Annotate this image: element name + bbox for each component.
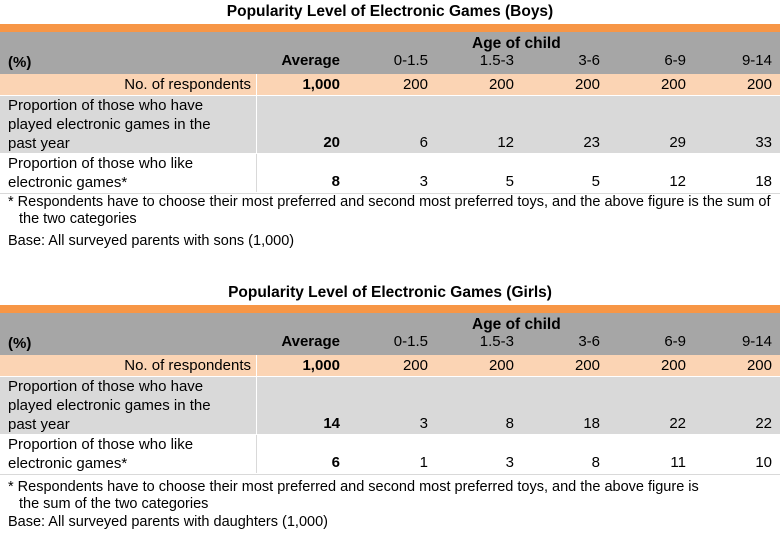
boys-respondents-value: 200 bbox=[660, 76, 686, 93]
boys-like-value: 3 bbox=[419, 173, 428, 190]
boys-played-row bbox=[0, 96, 780, 154]
girls-col-age-1-5-3: 1.5-3 bbox=[479, 333, 514, 350]
girls-col-age-9-14: 9-14 bbox=[741, 333, 772, 350]
girls-respondents-value: 200 bbox=[488, 357, 514, 374]
boys-col-average: Average bbox=[281, 52, 340, 69]
boys-col-age-1-5-3: 1.5-3 bbox=[479, 52, 514, 69]
girls-played-value: 18 bbox=[583, 415, 600, 432]
girls-respondents-value: 200 bbox=[746, 357, 772, 374]
boys-played-value: 23 bbox=[583, 134, 600, 151]
girls-like-value: 11 bbox=[670, 454, 686, 471]
boys-respondents-row bbox=[0, 74, 780, 96]
girls-like-value: 1 bbox=[419, 454, 428, 471]
girls-respondents-row bbox=[0, 355, 780, 377]
girls-base-note: Base: All surveyed parents with daughters (1,000) bbox=[8, 514, 328, 530]
girls-col-average: Average bbox=[281, 333, 340, 350]
boys-played-average: 20 bbox=[323, 134, 340, 151]
boys-played-value: 12 bbox=[497, 134, 514, 151]
boys-like-value: 18 bbox=[755, 173, 772, 190]
boys-orange-divider bbox=[0, 24, 780, 32]
boys-age-group-header: Age of child bbox=[472, 35, 561, 52]
boys-respondents-value: 200 bbox=[746, 76, 772, 93]
girls-like-value: 3 bbox=[505, 454, 514, 471]
girls-respondents-value: 200 bbox=[402, 357, 428, 374]
boys-table-block bbox=[0, 0, 780, 250]
boys-col-age-6-9: 6-9 bbox=[664, 52, 686, 69]
boys-respondents-value: 200 bbox=[574, 76, 600, 93]
girls-played-average: 14 bbox=[323, 415, 340, 432]
girls-age-group-header: Age of child bbox=[472, 316, 561, 333]
girls-header-row bbox=[0, 313, 780, 355]
girls-col-age-6-9: 6-9 bbox=[664, 333, 686, 350]
girls-col-age-0-1-5: 0-1.5 bbox=[393, 333, 428, 350]
girls-like-average: 6 bbox=[331, 454, 340, 471]
boys-percent-label: (%) bbox=[8, 54, 32, 71]
girls-played-value: 22 bbox=[755, 415, 772, 432]
boys-like-row bbox=[0, 154, 780, 193]
girls-respondents-value: 200 bbox=[660, 357, 686, 374]
girls-played-label: Proportion of those who have played electronic games in the past year bbox=[8, 378, 211, 433]
girls-played-value: 3 bbox=[419, 415, 428, 432]
boys-col-age-3-6: 3-6 bbox=[578, 52, 600, 69]
girls-footnote: * Respondents have to choose their most preferred and second most preferred toys, and the above figure is the sum of the two categories bbox=[8, 479, 699, 512]
girls-orange-divider bbox=[0, 305, 780, 313]
girls-like-row bbox=[0, 435, 780, 474]
girls-table-block bbox=[0, 281, 780, 531]
girls-respondents-value: 200 bbox=[574, 357, 600, 374]
boys-respondents-value: 200 bbox=[488, 76, 514, 93]
girls-played-value: 22 bbox=[669, 415, 686, 432]
boys-respondents-value: 200 bbox=[402, 76, 428, 93]
boys-respondents-average: 1,000 bbox=[302, 76, 340, 93]
boys-played-value: 33 bbox=[755, 134, 772, 151]
boys-played-value: 6 bbox=[419, 134, 428, 151]
girls-table-title: Popularity Level of Electronic Games (Girls) bbox=[228, 284, 552, 301]
boys-like-value: 5 bbox=[505, 173, 514, 190]
boys-respondents-label: No. of respondents bbox=[124, 76, 251, 93]
boys-col-age-0-1-5: 0-1.5 bbox=[393, 52, 428, 69]
girls-table-bottom-border bbox=[0, 474, 780, 475]
girls-respondents-label: No. of respondents bbox=[124, 357, 251, 374]
boys-table-title: Popularity Level of Electronic Games (Boys) bbox=[226, 3, 554, 20]
boys-col-age-9-14: 9-14 bbox=[741, 52, 772, 69]
boys-played-label: Proportion of those who have played electronic games in the past year bbox=[8, 97, 211, 152]
boys-like-value: 12 bbox=[669, 173, 686, 190]
girls-played-row bbox=[0, 377, 780, 435]
girls-like-value: 10 bbox=[755, 454, 772, 471]
boys-footnote: * Respondents have to choose their most preferred and second most preferred toys, and the above figure is the sum of the two categories bbox=[8, 194, 771, 227]
girls-col-age-3-6: 3-6 bbox=[578, 333, 600, 350]
boys-played-value: 29 bbox=[669, 134, 686, 151]
boys-like-label: Proportion of those who like electronic games* bbox=[8, 155, 194, 191]
boys-base-note: Base: All surveyed parents with sons (1,000) bbox=[8, 233, 295, 249]
girls-like-value: 8 bbox=[591, 454, 600, 471]
girls-like-label: Proportion of those who like electronic games* bbox=[8, 436, 194, 472]
girls-percent-label: (%) bbox=[8, 335, 32, 352]
boys-like-average: 8 bbox=[331, 173, 340, 190]
girls-played-value: 8 bbox=[505, 415, 514, 432]
boys-header-row bbox=[0, 32, 780, 74]
boys-like-value: 5 bbox=[591, 173, 600, 190]
girls-respondents-average: 1,000 bbox=[302, 357, 340, 374]
